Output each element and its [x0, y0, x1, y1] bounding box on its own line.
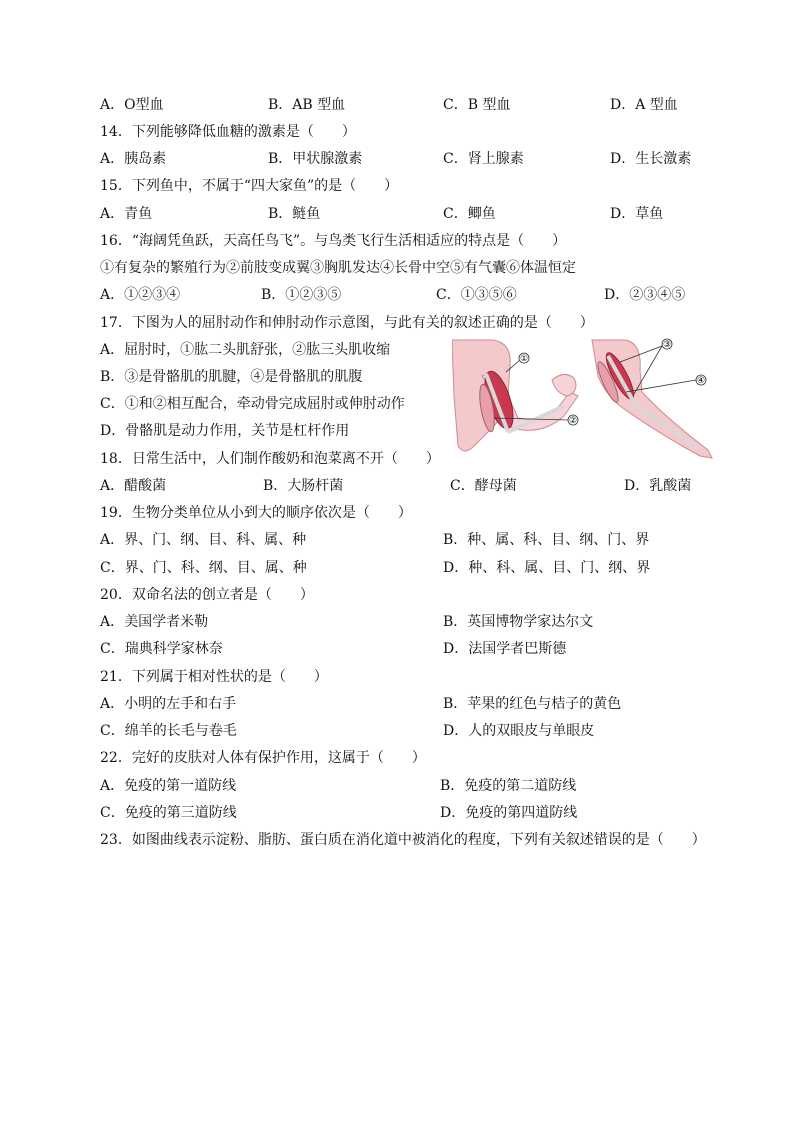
q15-option-c[interactable]: C．鲫鱼 [443, 206, 496, 222]
q13-option-b[interactable]: B．AB 型血 [268, 97, 346, 113]
q16-option-b[interactable]: B．①②③⑤ [261, 287, 342, 303]
q19-option-b[interactable]: B．种、属、科、目、纲、门、界 [443, 532, 650, 548]
q18-option-a[interactable]: A．醋酸菌 [100, 478, 167, 494]
q20-option-b[interactable]: B．英国博物学家达尔文 [443, 614, 594, 630]
q22-option-c[interactable]: C．免疫的第三道防线 [100, 805, 237, 821]
q18-option-b[interactable]: B．大肠杆菌 [263, 478, 344, 494]
q17-option-b[interactable]: B．③是骨骼肌的肌腱，④是骨骼肌的肌腹 [100, 369, 363, 385]
elbow-flexion-figure [452, 336, 590, 460]
q13-option-a[interactable]: A．O型血 [100, 97, 164, 113]
q16-note: ①有复杂的繁殖行为②前肢变成翼③胸肌发达④长骨中空⑤有气囊⑥体温恒定 [100, 260, 576, 276]
q22-option-a[interactable]: A．免疫的第一道防线 [100, 778, 237, 794]
q17-option-d[interactable]: D．骨骼肌是动力作用，关节是杠杆作用 [100, 423, 350, 439]
q15-option-b[interactable]: B．鲢鱼 [268, 206, 321, 222]
label-1: ① [519, 354, 529, 364]
q21-option-d[interactable]: D．人的双眼皮与单眼皮 [443, 723, 595, 739]
q23-stem: 23．如图曲线表示淀粉、脂肪、蛋白质在消化道中被消化的程度，下列有关叙述错误的是（ ） [100, 832, 706, 848]
q21-option-b[interactable]: B．苹果的红色与桔子的黄色 [443, 696, 622, 712]
q14-stem: 14．下列能够降低血糖的激素是（ ） [100, 124, 356, 140]
q14-option-a[interactable]: A．胰岛素 [100, 151, 167, 167]
q18-option-d[interactable]: D．乳酸菌 [624, 478, 692, 494]
q19-stem: 19．生物分类单位从小到大的顺序依次是（ ） [100, 505, 412, 521]
q21-stem: 21．下列属于相对性状的是（ ） [100, 669, 328, 685]
q20-option-c[interactable]: C．瑞典科学家林奈 [100, 641, 223, 657]
q21-option-a[interactable]: A．小明的左手和右手 [100, 696, 237, 712]
q21-option-c[interactable]: C．绵羊的长毛与卷毛 [100, 723, 237, 739]
forearm-bone [636, 406, 698, 448]
q17-stem: 17．下图为人的屈肘动作和伸肘动作示意图，与此有关的叙述正确的是（ ） [100, 315, 594, 331]
q20-option-a[interactable]: A．美国学者米勒 [100, 614, 209, 630]
q17-option-a[interactable]: A．屈肘时，①肱二头肌舒张，②肱三头肌收缩 [100, 342, 391, 358]
q16-stem: 16．“海阔凭鱼跃，天高任鸟飞”。与鸟类飞行生活相适应的特点是（ ） [100, 233, 567, 249]
q15-option-d[interactable]: D．草鱼 [610, 206, 664, 222]
q22-option-b[interactable]: B．免疫的第二道防线 [440, 778, 577, 794]
q19-option-d[interactable]: D．种、科、属、目、门、纲、界 [443, 560, 651, 576]
elbow-extension-figure [586, 336, 718, 462]
label-2: ② [568, 416, 578, 426]
q15-option-a[interactable]: A．青鱼 [100, 206, 153, 222]
hand [552, 374, 576, 396]
q16-option-a[interactable]: A．①②③④ [100, 287, 181, 303]
q17-option-c[interactable]: C．①和②相互配合，牵动骨完成屈肘或伸肘动作 [100, 396, 405, 412]
q16-option-c[interactable]: C．①③⑤⑥ [436, 287, 517, 303]
label-4: ④ [696, 376, 706, 386]
q13-option-d[interactable]: D．A 型血 [610, 97, 678, 113]
q20-option-d[interactable]: D．法国学者巴斯德 [443, 641, 567, 657]
q22-stem: 22．完好的皮肤对人体有保护作用，这属于（ ） [100, 750, 426, 766]
q19-option-c[interactable]: C．界、门、科、纲、目、属、种 [100, 560, 307, 576]
q22-option-d[interactable]: D．免疫的第四道防线 [440, 805, 578, 821]
q13-option-c[interactable]: C．B 型血 [443, 97, 511, 113]
label-3: ③ [662, 340, 672, 350]
q18-stem: 18．日常生活中，人们制作酸奶和泡菜离不开（ ） [100, 451, 440, 467]
q20-stem: 20．双命名法的创立者是（ ） [100, 587, 314, 603]
q15-stem: 15．下列鱼中，不属于“四大家鱼”的是（ ） [100, 178, 399, 194]
q14-option-d[interactable]: D．生长激素 [610, 151, 692, 167]
q18-option-c[interactable]: C．酵母菌 [450, 478, 517, 494]
q16-option-d[interactable]: D．②③④⑤ [604, 287, 686, 303]
q19-option-a[interactable]: A．界、门、纲、目、科、属、种 [100, 532, 307, 548]
q14-option-b[interactable]: B．甲状腺激素 [268, 151, 363, 167]
q14-option-c[interactable]: C．肾上腺素 [443, 151, 524, 167]
